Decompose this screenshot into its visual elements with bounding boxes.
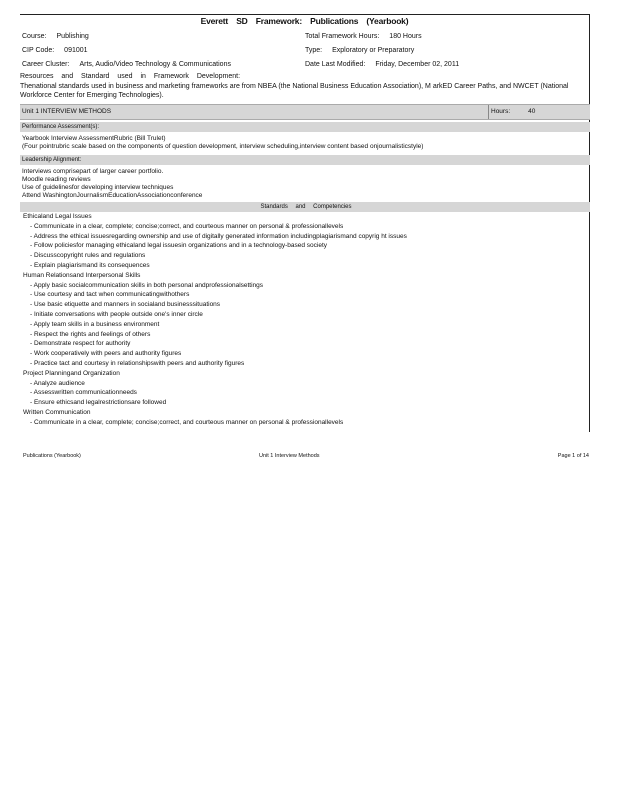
date-value: Friday, December 02, 2011 bbox=[375, 61, 460, 68]
standard-item: - Apply team skills in a business environment bbox=[30, 320, 160, 328]
resources-heading: Resources and Standard used in Framework Development: bbox=[20, 73, 241, 80]
course-meta bbox=[20, 31, 590, 71]
cip-row bbox=[22, 47, 88, 54]
standard-item: - Use basic etiquette and manners in socialand businesssituations bbox=[30, 301, 221, 309]
standard-item: - Address the ethical issuesregarding ownership and use of digitally generated information includingplagiarismand copyrig ht issues bbox=[30, 232, 407, 240]
unit-header bbox=[20, 104, 590, 120]
standards-group-title: Project Planningand Organization bbox=[23, 369, 120, 377]
type-label: Type: bbox=[305, 47, 323, 54]
total-hours-label: Total Framework Hours: bbox=[305, 33, 380, 40]
footer-course: Publications (Yearbook) bbox=[23, 453, 81, 459]
unit-hours-value: 40 bbox=[528, 108, 536, 115]
standard-item: - Respect the rights and feelings of others bbox=[30, 330, 151, 338]
leadership-line: Moodle reading reviews bbox=[22, 176, 91, 183]
cip-value: 091001 bbox=[64, 47, 88, 54]
cluster-label: Career Cluster: bbox=[22, 61, 70, 68]
standard-item: - Work cooperatively with peers and authority figures bbox=[30, 350, 182, 358]
standard-item: - Ensure ethicsand legalrestrictionsare followed bbox=[30, 399, 167, 407]
leadership-line: Attend WashingtonJournalismEducationAssociationconference bbox=[22, 192, 203, 199]
standard-item: - Communicate in a clear, complete; concise;correct, and courteous manner on personal & professionallevels bbox=[30, 222, 344, 230]
standard-item: - Practice tact and courtesy in relationshipswith peers and authority figures bbox=[30, 359, 245, 367]
course-label: Course: bbox=[22, 33, 47, 40]
standard-item: - Explain plagiarismand its consequences bbox=[30, 261, 150, 269]
performance-line: Yearbook Interview AssessmentRubric (Bill Trulet) bbox=[22, 135, 166, 142]
total-hours-row bbox=[305, 33, 422, 40]
cip-label: CIP Code: bbox=[22, 47, 55, 54]
standard-item: - Assesswritten communicationneeds bbox=[30, 389, 137, 397]
standard-item: - Demonstrate respect for authority bbox=[30, 340, 131, 348]
resources-section bbox=[20, 73, 590, 100]
standard-item: - Analyze audience bbox=[30, 379, 85, 387]
resources-text: Thenational standards used in business and marketing frameworks are from NBEA (the National Business Education Association), M arkED Career Paths, and NWCET (National Workforce Center for Emerging Technologies). bbox=[20, 83, 569, 99]
total-hours-value: 180 Hours bbox=[389, 33, 422, 40]
standards-group-title: Written Communication bbox=[23, 408, 91, 416]
standard-item: - Communicate in a clear, complete; concise;correct, and courteous manner on personal & professionallevels bbox=[30, 418, 344, 426]
type-value: Exploratory or Preparatory bbox=[332, 47, 415, 54]
footer-page-number: Page 1 of 14 bbox=[557, 453, 589, 459]
standards-list bbox=[20, 212, 590, 432]
course-row bbox=[22, 33, 89, 40]
performance-heading: Performance Assessment(s): bbox=[20, 122, 590, 132]
performance-line: (Four pointrubric scale based on the components of question development, interview scheduling,interview content based onjournalisticstyle) bbox=[22, 143, 424, 150]
leadership-line: Use of guidelinesfor developing interview techniques bbox=[22, 184, 174, 191]
framework-page bbox=[20, 14, 590, 432]
leadership-content bbox=[20, 165, 590, 202]
unit-hours-label: Hours: bbox=[491, 108, 511, 115]
standards-group-title: Ethicaland Legal Issues bbox=[23, 213, 92, 220]
standard-item: - Discusscopyright rules and regulations bbox=[30, 252, 146, 260]
standard-item: - Use courtesy and tact when communicatingwithothers bbox=[30, 291, 190, 299]
title-bar bbox=[20, 14, 590, 31]
course-value: Publishing bbox=[56, 33, 89, 40]
cluster-value: Arts, Audio/Video Technology & Communications bbox=[79, 61, 231, 68]
unit-label: Unit 1 INTERVIEW METHODS bbox=[22, 108, 112, 115]
standard-item: - Follow policiesfor managing ethicaland legal issuesin organizations and in a technology-based society bbox=[30, 242, 328, 250]
standard-item: - Apply basic socialcommunication skills in both personal andprofessionalsettings bbox=[30, 281, 264, 289]
performance-content bbox=[20, 132, 590, 153]
standard-item: - Initiate conversations with people outside one's inner circle bbox=[30, 310, 203, 318]
date-row bbox=[305, 61, 459, 68]
cluster-row bbox=[22, 61, 231, 68]
date-label: Date Last Modified: bbox=[305, 61, 366, 68]
type-row bbox=[305, 47, 414, 54]
standards-heading: Standards and Competencies bbox=[20, 202, 590, 212]
standards-group-title: Human Relationsand Interpersonal Skills bbox=[23, 271, 141, 279]
leadership-line: Interviews comprisepart of larger career portfolio. bbox=[22, 168, 164, 175]
footer-unit: Unit 1 Interview Methods bbox=[259, 453, 320, 459]
unit-hours bbox=[488, 105, 591, 119]
leadership-heading: Leadership Alignment: bbox=[20, 155, 590, 165]
page-title: Everett SD Framework: Publications (Yearbook) bbox=[200, 16, 409, 26]
